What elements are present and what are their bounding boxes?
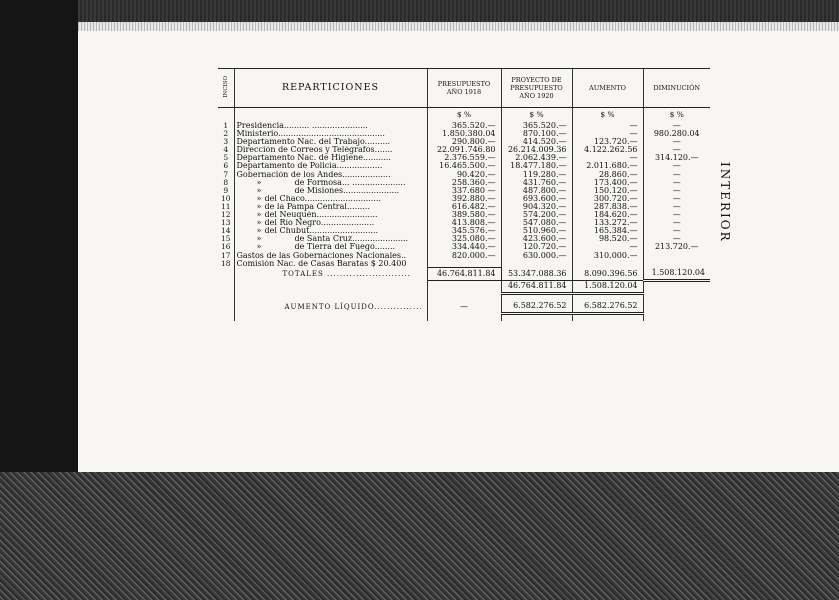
presupuesto-1918-cell	[427, 260, 501, 268]
presupuesto-1918-cell: 22.091.746.80	[427, 146, 501, 154]
unit-label: $ %	[572, 108, 643, 123]
table-row	[218, 203, 710, 211]
table-row	[218, 235, 710, 243]
table-row	[218, 252, 710, 260]
disminucion-cell: 980.280.04	[643, 130, 710, 138]
disminucion-cell: —	[643, 187, 710, 195]
row-name	[234, 154, 427, 162]
row-number: 11	[220, 202, 231, 211]
disminucion-cell	[643, 252, 710, 260]
row-number: 1	[223, 122, 229, 130]
row-number: 7	[223, 170, 229, 179]
aumento-liquido-row: AUMENTO LÍQUIDO............... — 6.582.276.52 6.582.276.52	[218, 301, 710, 314]
table-row	[218, 138, 710, 146]
proyecto-1920-cell: 487.800.—	[501, 187, 572, 195]
row-name	[234, 162, 427, 170]
row-name	[234, 252, 427, 260]
aumento-cell: —	[572, 122, 643, 130]
table-row	[218, 227, 710, 235]
totales-row: TOTALES .......................... 46.764.811.84 53.347.088.36 8.090.396.56 1.508.120.04	[218, 268, 710, 281]
proyecto-1920-cell: 2.062.439.—	[501, 154, 572, 162]
table-row	[218, 219, 710, 227]
ditto-mark: »	[256, 194, 262, 203]
proyecto-1920-cell: 510.960.—	[501, 227, 572, 235]
ditto-mark: »	[256, 186, 262, 195]
presupuesto-1918-cell: 345.576.—	[427, 227, 501, 235]
row-label: del Neuquén	[264, 211, 317, 220]
disminucion-cell: —	[643, 122, 710, 130]
row-number: 3	[223, 138, 229, 147]
row-number: 14	[220, 227, 231, 236]
leader-dots: ... .....................	[341, 178, 406, 187]
row-number: 16	[220, 243, 231, 252]
row-number: 4	[223, 146, 229, 155]
presupuesto-1918-cell: 16.465.500.—	[427, 162, 501, 170]
scan-bottom-border	[0, 472, 839, 600]
proyecto-1920-cell: 18.477.180.—	[501, 162, 572, 170]
row-label: Comisión Nac. de Casas Baratas $ 20.400	[236, 259, 407, 268]
unit-label: $ %	[643, 108, 710, 123]
row-label: Gastos de las Gobernaciones Nacionales	[236, 251, 401, 260]
disminucion-cell: —	[643, 211, 710, 219]
leader-dots: ..........................................	[278, 130, 385, 139]
row-label: Departamento de Policía	[236, 162, 337, 171]
aumento-cell: 123.720.—	[572, 138, 643, 146]
leader-dots: ..............................	[304, 194, 381, 203]
leader-dots: .........	[346, 202, 370, 211]
leader-dots: ..	[400, 251, 407, 260]
aumento-liquido-1918: —	[427, 301, 501, 314]
table-row	[218, 154, 710, 162]
presupuesto-1918-cell: 334.440.—	[427, 243, 501, 251]
row-label: de la Pampa Central	[264, 202, 347, 211]
disminucion-cell: 213.720.—	[643, 243, 710, 251]
row-label: del Río Negro	[264, 219, 321, 228]
proyecto-1920-cell: 547.080.—	[501, 219, 572, 227]
presupuesto-1918-cell: 90.420.—	[427, 171, 501, 179]
row-number: 18	[220, 259, 231, 268]
disminucion-cell: —	[643, 162, 710, 170]
row-number: 13	[220, 219, 231, 228]
row-name	[234, 235, 427, 243]
aumento-liquido-1920: 6.582.276.52	[501, 301, 572, 314]
row-name	[234, 122, 427, 130]
unit-row	[218, 108, 710, 123]
aumento-cell: 310.000.—	[572, 252, 643, 260]
disminucion-cell	[643, 260, 710, 268]
row-number: 2	[223, 130, 229, 139]
leader-dots: ..........	[364, 138, 391, 147]
presupuesto-1918-cell: 392.880.—	[427, 195, 501, 203]
leader-dots: ...........	[362, 154, 391, 163]
row-number: 12	[220, 211, 231, 220]
proyecto-1920-cell: 431.760.—	[501, 179, 572, 187]
totales-sub-row	[218, 280, 710, 293]
table-row	[218, 260, 710, 268]
leader-dots: ......................	[352, 235, 409, 244]
row-label: Dirección de Correos y Telégrafos	[236, 146, 375, 155]
proyecto-1920-cell: 119.280.—	[501, 171, 572, 179]
aumento-cell: 28.860.—	[572, 171, 643, 179]
proyecto-1920-cell: 365.520.—	[501, 122, 572, 130]
disminucion-cell: —	[643, 195, 710, 203]
presupuesto-1918-cell: 389.580.—	[427, 211, 501, 219]
ditto-mark: »	[256, 211, 262, 220]
aumento-cell: 2.011.680.—	[572, 162, 643, 170]
totales-1918: 46.764.811.84	[427, 268, 501, 281]
totales-1920: 53.347.088.36	[501, 268, 572, 281]
ditto-mark: »	[256, 235, 262, 244]
table-row	[218, 243, 710, 251]
disminucion-cell: —	[643, 227, 710, 235]
leader-dots: ........	[374, 243, 396, 252]
proyecto-1920-cell: 26.214.009.36	[501, 146, 572, 154]
proyecto-1920-cell	[501, 260, 572, 268]
aumento-cell: 4.122.262.56	[572, 146, 643, 154]
aumento-cell: 150.120.—	[572, 187, 643, 195]
row-number: 6	[223, 162, 229, 171]
proyecto-1920-cell: 904.320.—	[501, 203, 572, 211]
ditto-mark: »	[256, 243, 262, 252]
row-label: Departamento Nac. del Trabajo	[236, 138, 365, 147]
table-row	[218, 187, 710, 195]
row-name	[234, 179, 427, 187]
page-top-band	[78, 22, 839, 31]
table-row	[218, 195, 710, 203]
row-name	[234, 211, 427, 219]
table-row	[218, 130, 710, 138]
presupuesto-1918-cell: 365.520.—	[427, 122, 501, 130]
aumento-cell: 133.272.—	[572, 219, 643, 227]
row-label: de Formosa	[294, 178, 342, 187]
aumento-cell: —	[572, 154, 643, 162]
leader-dots: ......................	[343, 186, 400, 195]
table-row	[218, 171, 710, 179]
row-label: de Tierra del Fuego	[294, 243, 375, 252]
disminucion-cell: —	[643, 171, 710, 179]
row-number: 8	[223, 178, 229, 187]
disminucion-cell: —	[643, 138, 710, 146]
header-reparticiones: REPARTICIONES	[234, 69, 427, 108]
leader-dots: ..................	[336, 162, 383, 171]
presupuesto-1918-cell: 258.360.—	[427, 179, 501, 187]
disminucion-cell: —	[643, 146, 710, 154]
aumento-cell: 98.520.—	[572, 235, 643, 243]
leader-dots: ........................	[316, 211, 378, 220]
presupuesto-1918-cell: 616.482.—	[427, 203, 501, 211]
proyecto-1920-cell: 574.200.—	[501, 211, 572, 219]
totales-aumento: 8.090.396.56	[572, 268, 643, 281]
row-name	[234, 195, 427, 203]
table-row	[218, 162, 710, 170]
table-header-row	[218, 69, 710, 108]
aumento-liquido-label: AUMENTO LÍQUIDO	[284, 302, 375, 311]
row-name	[234, 203, 427, 211]
header-proyecto-1920: PROYECTO DE PRESUPUESTO AÑO 1920	[501, 69, 572, 108]
row-label: Departamento Nac. de Higiene	[236, 154, 363, 163]
ditto-mark: »	[256, 178, 262, 187]
disminucion-cell: —	[643, 219, 710, 227]
side-title: INTERIOR	[718, 162, 732, 243]
proyecto-1920-cell: 693.600.—	[501, 195, 572, 203]
ditto-mark: »	[256, 219, 262, 228]
presupuesto-1918-cell: 413.808.—	[427, 219, 501, 227]
presupuesto-1918-cell: 820.000.—	[427, 252, 501, 260]
row-number: 15	[220, 235, 231, 244]
aumento-cell: 300.720.—	[572, 195, 643, 203]
unit-label: $ %	[427, 108, 501, 123]
aumento-cell: —	[572, 130, 643, 138]
row-number: 17	[220, 251, 231, 260]
row-name	[234, 219, 427, 227]
proyecto-1920-cell: 423.600.—	[501, 235, 572, 243]
ditto-mark: »	[256, 202, 262, 211]
budget-table	[218, 68, 710, 321]
table-row	[218, 211, 710, 219]
totales-disminucion: 1.508.120.04	[643, 268, 710, 281]
aumento-cell: 287.838.—	[572, 203, 643, 211]
header-aumento: AUMENTO	[572, 69, 643, 108]
proyecto-1920-cell: 630.000.—	[501, 252, 572, 260]
unit-label: $ %	[501, 108, 572, 123]
leader-dots: .....................	[320, 219, 375, 228]
scan-top-border	[0, 0, 839, 22]
proyecto-1920-cell: 120.720.—	[501, 243, 572, 251]
aumento-cell: 165.384.—	[572, 227, 643, 235]
header-disminucion: DIMINUCIÓN	[643, 69, 710, 108]
row-label: del Chubut	[264, 227, 310, 236]
document-page	[78, 22, 839, 472]
presupuesto-1918-cell: 325.080.—	[427, 235, 501, 243]
leader-dots: ...................	[342, 170, 391, 179]
leader-dots: .......... ......................	[283, 122, 368, 130]
aumento-cell: —	[572, 243, 643, 251]
row-number: 10	[220, 194, 231, 203]
proyecto-1920-cell: 870.100.—	[501, 130, 572, 138]
disminucion-cell: —	[643, 235, 710, 243]
row-label: de Misiones	[294, 186, 344, 195]
aumento-cell: 184.620.—	[572, 211, 643, 219]
totales-label: TOTALES	[282, 269, 324, 278]
disminucion-cell: —	[643, 179, 710, 187]
header-inciso: INCISO	[218, 69, 234, 108]
presupuesto-1918-cell: 337.680 —	[427, 187, 501, 195]
leader-dots: ...........................	[309, 227, 379, 236]
row-name	[234, 171, 427, 179]
row-name	[234, 130, 427, 138]
aumento-cell: 173.400.—	[572, 179, 643, 187]
aumento-liquido-aumento: 6.582.276.52	[572, 301, 643, 314]
proyecto-1920-cell: 414.520.—	[501, 138, 572, 146]
aumento-cell	[572, 260, 643, 268]
totales-1920-sub: 46.764.811.84	[501, 280, 572, 293]
table-row	[218, 146, 710, 154]
disminucion-cell: 314.120.—	[643, 154, 710, 162]
row-label: del Chaco	[264, 194, 305, 203]
presupuesto-1918-cell: 1.850.380.04	[427, 130, 501, 138]
header-presupuesto-1918: PRESUPUESTO AÑO 1918	[427, 69, 501, 108]
table-row	[218, 179, 710, 187]
row-name	[234, 260, 427, 268]
row-name	[234, 227, 427, 235]
ditto-mark: »	[256, 227, 262, 236]
table-row	[218, 122, 710, 130]
row-label: Gobernación de los Andes	[236, 170, 343, 179]
row-name	[234, 146, 427, 154]
row-name	[234, 187, 427, 195]
disminucion-cell: —	[643, 203, 710, 211]
presupuesto-1918-cell: 290.800.—	[427, 138, 501, 146]
row-label: Presidencia	[236, 122, 284, 130]
row-number: 5	[223, 154, 229, 163]
leader-dots: .......	[374, 146, 393, 155]
row-number: 9	[223, 186, 229, 195]
row-label: de Santa Cruz	[294, 235, 353, 244]
row-name	[234, 138, 427, 146]
row-name	[234, 243, 427, 251]
presupuesto-1918-cell: 2.376.559.—	[427, 154, 501, 162]
row-label: Ministerio	[236, 130, 279, 139]
totales-aumento-sub: 1.508.120.04	[572, 280, 643, 293]
